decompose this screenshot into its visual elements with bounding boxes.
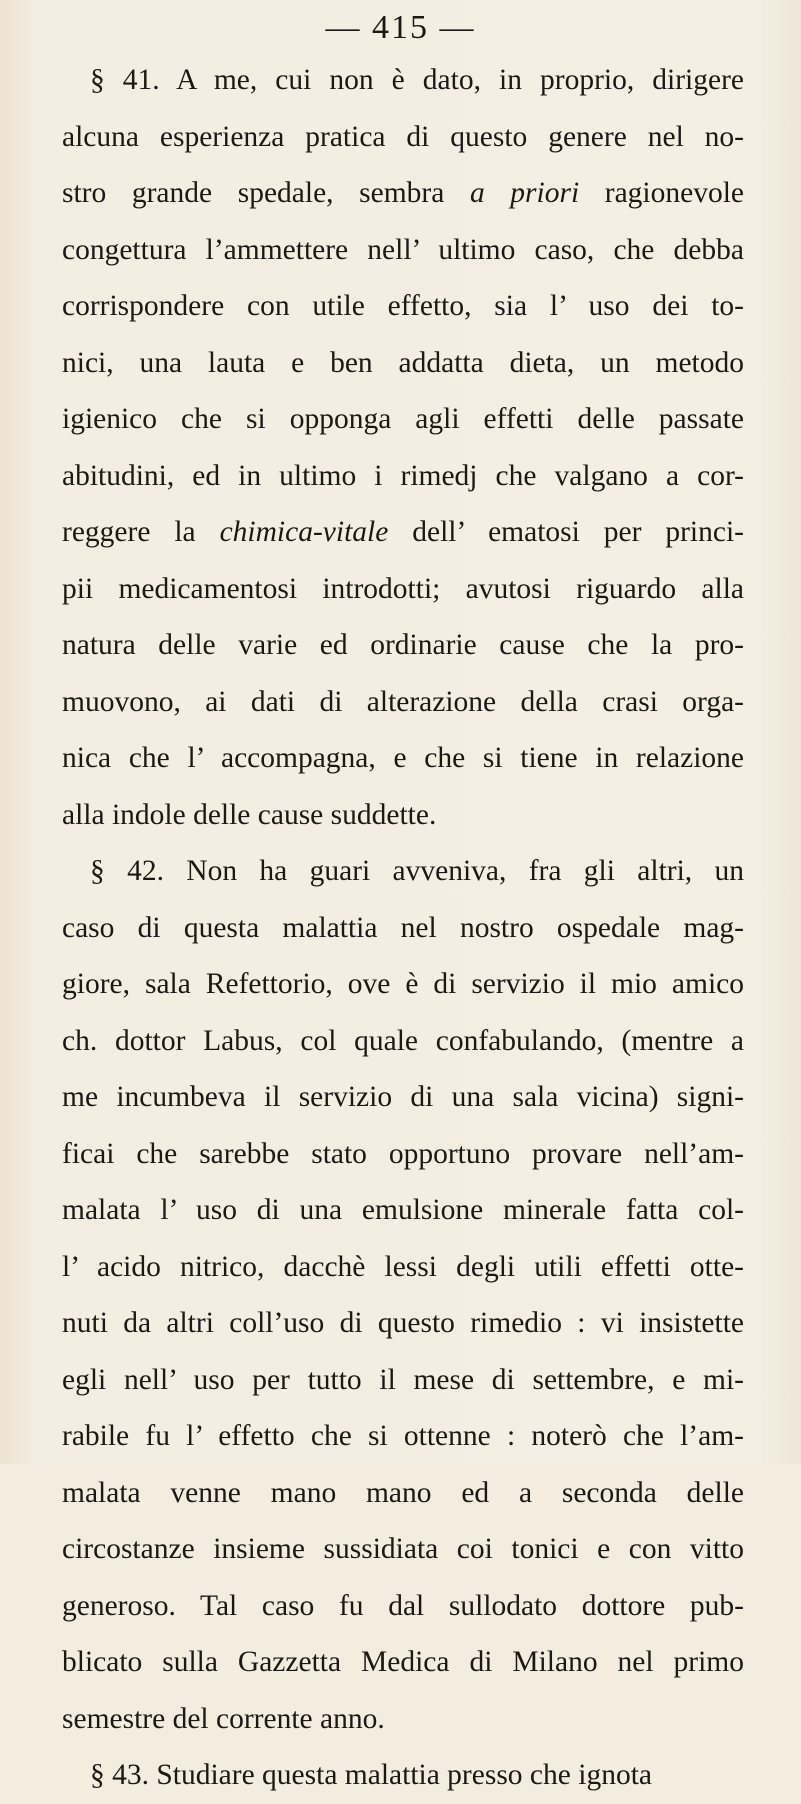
- text-line: [62, 1126, 744, 1183]
- text-run: circostanze insieme sussidiata coi tonici e con vitto: [62, 1533, 744, 1565]
- text-run: § 43. Studiare questa malattia presso che ignota: [90, 1759, 652, 1791]
- text-run: congettura l’ammettere nell’ ultimo caso, che debba: [62, 233, 744, 266]
- text-line: [62, 900, 744, 957]
- text-line: [62, 787, 744, 844]
- text-run: abitudini, ed in ultimo i rimedj che valgano a cor-: [62, 459, 744, 492]
- text-run: § 42. Non ha guari avveniva, fra gli altri, un: [90, 855, 744, 887]
- text-run: nica che l’ accompagna, e che si tiene in relazione: [62, 742, 744, 774]
- text-run: malata venne mano mano ed a seconda delle: [62, 1476, 744, 1509]
- italic-text: chimica-vitale: [219, 516, 389, 548]
- text-line: [62, 448, 744, 505]
- text-line: [62, 504, 744, 561]
- text-line: [62, 674, 744, 731]
- text-run: giore, sala Refettorio, ove è di servizio il mio amico: [62, 968, 744, 1000]
- text-line: [62, 52, 744, 109]
- text-line: [62, 165, 744, 222]
- text-line: [62, 222, 744, 279]
- text-line: [62, 617, 744, 674]
- body-text: [62, 52, 744, 1804]
- text-run: blicato sulla Gazzetta Medica di Milano nel primo: [62, 1646, 744, 1678]
- text-line: [62, 335, 744, 392]
- text-run: semestre del corrente anno.: [62, 1702, 385, 1735]
- italic-text: a priori: [469, 177, 580, 209]
- text-run: muovono, ai dati di alterazione della crasi orga-: [62, 685, 744, 718]
- text-run: nuti da altri coll’uso di questo rimedio : vi insistette: [62, 1307, 744, 1339]
- text-run: alcuna esperienza pratica di questo genere nel no-: [62, 120, 744, 153]
- text-line: [62, 956, 744, 1013]
- text-run: dell’ ematosi per princi-: [388, 516, 744, 548]
- text-line: [62, 1069, 744, 1126]
- text-run: alla indole delle cause suddette.: [62, 798, 437, 831]
- text-run: l’ acido nitrico, dacchè lessi degli utili effetti otte-: [62, 1250, 744, 1283]
- text-run: pii medicamentosi introdotti; avutosi riguardo alla: [62, 572, 744, 605]
- text-line: [62, 1295, 744, 1352]
- text-line: [62, 1408, 744, 1465]
- text-run: ch. dottor Labus, col quale confabulando, (mentre a: [62, 1024, 744, 1057]
- text-line: [62, 1691, 744, 1748]
- text-line: [62, 1182, 744, 1239]
- text-line: [62, 1465, 744, 1522]
- text-line: [62, 109, 744, 166]
- text-run: ficai che sarebbe stato opportuno provare nell’am-: [62, 1137, 744, 1170]
- text-line: [62, 278, 744, 335]
- text-line: [62, 1239, 744, 1296]
- paragraph-p41: [62, 52, 744, 843]
- text-line: [62, 1578, 744, 1635]
- text-line: [62, 1634, 744, 1691]
- paragraph-p42: [62, 843, 744, 1747]
- text-line: [62, 561, 744, 618]
- text-run: malata l’ uso di una emulsione minerale fatta col-: [62, 1194, 744, 1226]
- page-number-header: — 415 —: [325, 9, 476, 46]
- text-run: generoso. Tal caso fu dal sullodato dottore pub-: [62, 1589, 744, 1622]
- paragraph-p43: [62, 1747, 744, 1804]
- text-run: natura delle varie ed ordinarie cause che la pro-: [62, 629, 744, 661]
- text-run: nici, una lauta e ben addatta dieta, un metodo: [62, 346, 744, 379]
- text-run: ragionevole: [579, 177, 745, 209]
- text-run: caso di questa malattia nel nostro ospedale mag-: [62, 911, 744, 944]
- text-run: corrispondere con utile effetto, sia l’ uso dei to-: [62, 290, 744, 322]
- text-line: [62, 1521, 744, 1578]
- text-run: me incumbeva il servizio di una sala vicina) signi-: [62, 1081, 744, 1113]
- text-line: [62, 1013, 744, 1070]
- text-line: [62, 1747, 744, 1804]
- text-run: rabile fu l’ effetto che si ottenne : noterò che l’am-: [62, 1420, 744, 1452]
- text-run: stro grande spedale, sembra: [62, 177, 470, 209]
- text-line: [62, 730, 744, 787]
- text-run: egli nell’ uso per tutto il mese di settembre, e mi-: [62, 1363, 744, 1396]
- text-run: § 41. A me, cui non è dato, in proprio, dirigere: [90, 64, 744, 96]
- text-run: reggere la: [62, 516, 220, 548]
- text-run: igienico che si opponga agli effetti delle passate: [62, 403, 744, 435]
- text-line: [62, 1352, 744, 1409]
- text-line: [62, 391, 744, 448]
- text-line: [62, 843, 744, 900]
